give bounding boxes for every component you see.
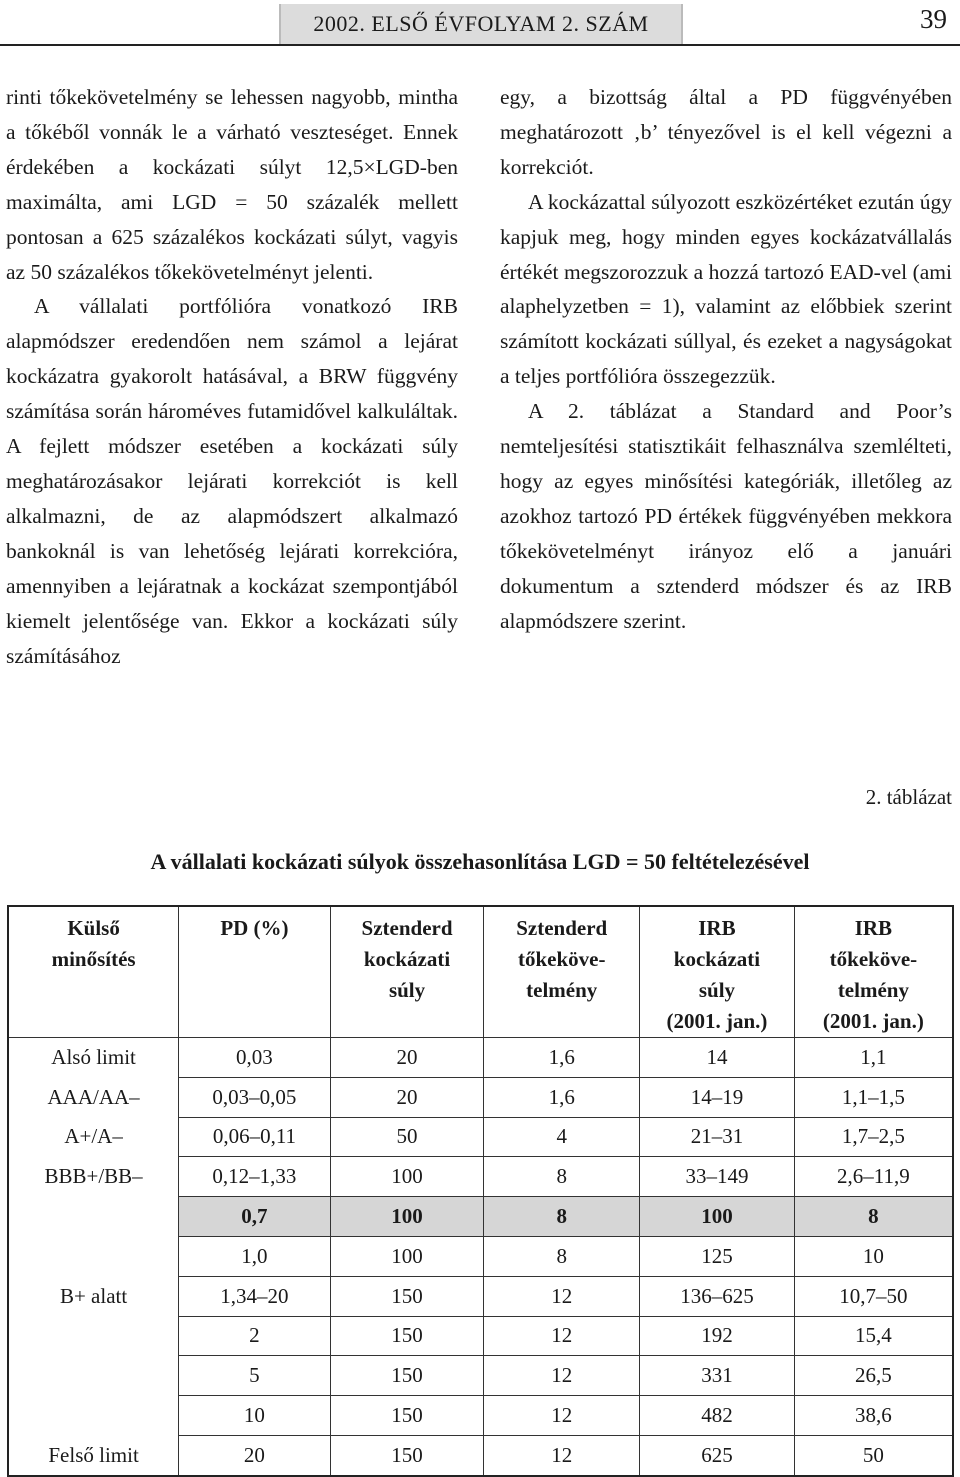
table-cell: 192 xyxy=(640,1316,795,1356)
table-row xyxy=(8,1435,953,1475)
table-cell: 1,34–20 xyxy=(179,1276,331,1316)
paragraph: A vállalati portfólióra vonatkozó IRB alapmódszer eredendően nem számol a lejárat kockázatra gyakorolt hatásával, a BRW függvény számítása során hároméves futamidővel kalkuláltak. A fejlett módszer esetében a kockázati súly meghatározásakor lejárati korrekciót is kell alkalmazni, de az alapmódszert alkalmazó bankoknál is van lehetőség lejárati korrekcióra, amennyiben a lejáratnak a kockázat szempontjából kiemelt jelentősége van. Ekkor a kockázati súly számításához xyxy=(6,294,458,668)
table-cell: 136–625 xyxy=(640,1276,795,1316)
column-header: IRB tőkeköve- telmény (2001. jan.) xyxy=(794,906,953,1038)
table-cell: 625 xyxy=(640,1435,795,1475)
rating-cell: Alsó limit xyxy=(8,1038,179,1078)
paragraph: egy, a bizottság által a PD függvényében meghatározott ‚b’ tényezővel is el kell végezni a korrekciót. xyxy=(500,85,952,179)
table-cell: 0,12–1,33 xyxy=(179,1157,331,1197)
table-cell: 12 xyxy=(484,1356,640,1396)
table-cell: 100 xyxy=(330,1197,484,1237)
table-cell: 1,7–2,5 xyxy=(794,1117,953,1157)
right-text-column xyxy=(500,80,952,639)
table-row xyxy=(8,1117,953,1157)
table-number: 2. táblázat xyxy=(865,785,952,809)
table-cell: 125 xyxy=(640,1236,795,1276)
table-cell: 14 xyxy=(640,1038,795,1078)
journal-header: 2002. ELSŐ ÉVFOLYAM 2. SZÁM xyxy=(279,4,683,44)
table-cell: 8 xyxy=(484,1197,640,1237)
rating-cell xyxy=(8,1316,179,1356)
table-cell: 0,06–0,11 xyxy=(179,1117,331,1157)
table-cell: 150 xyxy=(330,1276,484,1316)
table-row xyxy=(8,1157,953,1197)
table-cell: 12 xyxy=(484,1276,640,1316)
column-header: PD (%) xyxy=(179,906,331,1038)
rating-cell: AAA/AA– xyxy=(8,1077,179,1117)
table-row xyxy=(8,1197,953,1237)
table-cell: 20 xyxy=(330,1077,484,1117)
table-row xyxy=(8,1077,953,1117)
rating-cell xyxy=(8,1236,179,1276)
table-cell: 150 xyxy=(330,1316,484,1356)
table-cell: 8 xyxy=(794,1197,953,1237)
table-row xyxy=(8,1236,953,1276)
rating-cell: BBB+/BB– xyxy=(8,1157,179,1197)
table-cell: 20 xyxy=(179,1435,331,1475)
table-cell: 100 xyxy=(640,1197,795,1237)
table-cell: 1,1–1,5 xyxy=(794,1077,953,1117)
table-row xyxy=(8,1396,953,1436)
paragraph: A 2. táblázat a Standard and Poor’s nemteljesítési statisztikáit felhasználva szemlélteti, hogy az egyes minősítési kategóriák, illetőleg az azokhoz tartozó PD értékek függvényében mekkora tőkekövetelményt irányoz elő a januári dokumentum a sztenderd módszer és az IRB alapmódszere szerint. xyxy=(500,399,952,633)
page-number: 39 xyxy=(920,4,947,34)
table-cell: 100 xyxy=(330,1236,484,1276)
table-cell: 2,6–11,9 xyxy=(794,1157,953,1197)
table-cell: 8 xyxy=(484,1157,640,1197)
table-cell: 150 xyxy=(330,1435,484,1475)
table-cell: 38,6 xyxy=(794,1396,953,1436)
table-row xyxy=(8,1276,953,1316)
table-cell: 50 xyxy=(330,1117,484,1157)
rating-cell xyxy=(8,1356,179,1396)
table-cell: 0,03–0,05 xyxy=(179,1077,331,1117)
table-cell: 14–19 xyxy=(640,1077,795,1117)
table-cell: 21–31 xyxy=(640,1117,795,1157)
table-cell: 8 xyxy=(484,1236,640,1276)
table-cell: 331 xyxy=(640,1356,795,1396)
table-row xyxy=(8,1038,953,1078)
table-row xyxy=(8,1316,953,1356)
table-cell: 5 xyxy=(179,1356,331,1396)
rating-cell: B+ alatt xyxy=(8,1276,179,1316)
table-cell: 150 xyxy=(330,1356,484,1396)
column-header: Külső minősítés xyxy=(8,906,179,1038)
table-title: A vállalati kockázati súlyok összehasonlítása LGD = 50 feltételezésével xyxy=(150,849,810,874)
table-header-row xyxy=(8,906,953,1038)
table-cell: 10 xyxy=(794,1236,953,1276)
column-header: IRB kockázati súly (2001. jan.) xyxy=(640,906,795,1038)
table-cell: 2 xyxy=(179,1316,331,1356)
header-rule xyxy=(0,44,960,46)
table-cell: 10 xyxy=(179,1396,331,1436)
table-cell: 12 xyxy=(484,1435,640,1475)
table-cell: 482 xyxy=(640,1396,795,1436)
left-text-column xyxy=(6,80,458,673)
table-cell: 0,7 xyxy=(179,1197,331,1237)
table-row xyxy=(8,1356,953,1396)
table-body xyxy=(8,1038,953,1476)
table-cell: 12 xyxy=(484,1396,640,1436)
table-cell: 10,7–50 xyxy=(794,1276,953,1316)
column-header: Sztenderd kockázati súly xyxy=(330,906,484,1038)
risk-weight-table xyxy=(7,905,954,1477)
table-cell: 1,6 xyxy=(484,1077,640,1117)
table-cell: 100 xyxy=(330,1157,484,1197)
table-cell: 50 xyxy=(794,1435,953,1475)
column-header: Sztenderd tőkeköve- telmény xyxy=(484,906,640,1038)
rating-cell: Felső limit xyxy=(8,1435,179,1475)
table-cell: 0,03 xyxy=(179,1038,331,1078)
rating-cell xyxy=(8,1197,179,1237)
rating-cell: A+/A– xyxy=(8,1117,179,1157)
table-cell: 1,0 xyxy=(179,1236,331,1276)
table-cell: 12 xyxy=(484,1316,640,1356)
table-cell: 1,1 xyxy=(794,1038,953,1078)
table-cell: 20 xyxy=(330,1038,484,1078)
paragraph: A kockázattal súlyozott eszközértéket ezután úgy kapjuk meg, hogy minden egyes kockázatvállalás értékét megszorozzuk a hozzá tartozó EAD-vel (ami alaphelyzetben = 1), valamint az előbbiek szerint számított kockázati súllyal, és ezeket a nagyságokat a teljes portfólióra összegezzük. xyxy=(500,189,952,389)
paragraph: rinti tőkekövetelmény se lehessen nagyobb, mintha a tőkéből vonnák le a várható veszteséget. Ennek érdekében a kockázati súlyt 12,5×LGD-ben maximálta, ami LGD = 50 százalék mellett pontosan a 625 százalékos kockázati súlyt, vagyis az 50 százalékos tőkekövetelményt jelenti. xyxy=(6,85,458,284)
table-cell: 1,6 xyxy=(484,1038,640,1078)
table-cell: 15,4 xyxy=(794,1316,953,1356)
table-cell: 33–149 xyxy=(640,1157,795,1197)
table-cell: 26,5 xyxy=(794,1356,953,1396)
rating-cell xyxy=(8,1396,179,1436)
table-cell: 150 xyxy=(330,1396,484,1436)
table-cell: 4 xyxy=(484,1117,640,1157)
